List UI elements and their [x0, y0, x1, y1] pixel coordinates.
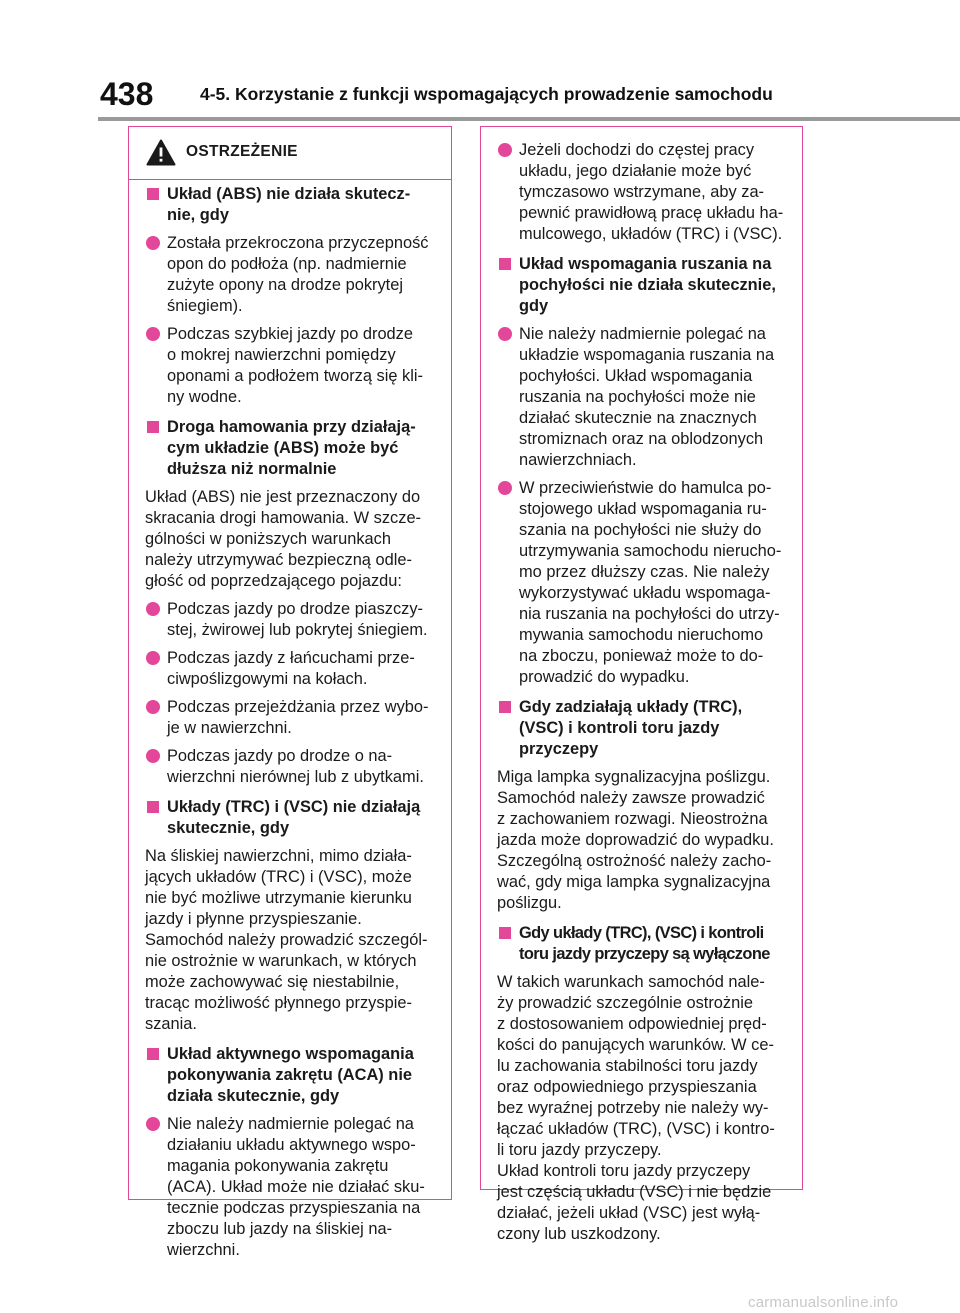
warning-triangle-icon	[146, 139, 176, 166]
text-line: dłuższa niż normalnie	[167, 460, 337, 478]
bullet-item	[145, 648, 441, 690]
text-line: na zboczu, ponieważ może to do-	[519, 647, 764, 665]
text-line: stej, żwirowej lub pokrytej śniegiem.	[167, 621, 428, 639]
text-line: należy utrzymywać bezpieczną odle-	[145, 551, 412, 569]
text-line: Układy (TRC) i (VSC) nie działają	[167, 798, 421, 816]
text-line: Nie należy nadmiernie polegać na	[519, 325, 766, 343]
square-bullet-icon	[147, 421, 159, 433]
circle-bullet-icon	[498, 143, 512, 157]
bullet-item	[145, 1114, 441, 1261]
text-line: śniegiem).	[167, 297, 243, 315]
text-line: Podczas szybkiej jazdy po drodze	[167, 325, 413, 343]
text-line: Samochód należy prowadzić szczegól-	[145, 931, 428, 949]
text-line: nia ruszania na pochyłości do utrzy-	[519, 605, 780, 623]
text-line: utrzymywania samochodu nierucho-	[519, 542, 782, 560]
bullet-item	[145, 233, 441, 317]
paragraph	[145, 846, 441, 1035]
text-line: Została przekroczona przyczepność	[167, 234, 429, 252]
bullet-item	[145, 324, 441, 408]
section-heading	[145, 417, 441, 480]
warning-box-continued	[480, 126, 803, 1243]
section-heading	[145, 1044, 441, 1107]
circle-bullet-icon	[146, 700, 160, 714]
text-line: gdy	[519, 297, 549, 315]
warning-header	[129, 127, 451, 180]
text-line: oponami a podłożem tworzą się kli-	[167, 367, 423, 385]
text-line: tecznie podczas przyspieszania na	[167, 1199, 421, 1217]
text-line: Układ wspomagania ruszania na	[519, 255, 772, 273]
text-line: przyczepy	[519, 740, 599, 758]
text-line: Układ kontroli toru jazdy przyczepy	[497, 1162, 751, 1180]
text-line: oraz odpowiedniego przyspieszania	[497, 1078, 757, 1096]
circle-bullet-icon	[146, 327, 160, 341]
bullet-item	[497, 324, 792, 471]
text-line: kości do panujących warunków. W ce-	[497, 1036, 774, 1054]
text-line: działaniu układu aktywnego wspo-	[167, 1136, 416, 1154]
text-line: Układ (ABS) nie jest przeznaczony do	[145, 488, 421, 506]
text-line: (ACA). Układ może nie działać sku-	[167, 1178, 425, 1196]
right-column-content	[497, 127, 792, 1245]
circle-bullet-icon	[498, 481, 512, 495]
square-bullet-icon	[499, 258, 511, 270]
text-line: pokonywania zakrętu (ACA) nie	[167, 1066, 412, 1084]
text-line: wierzchni nierównej lub z ubytkami.	[167, 768, 424, 786]
text-line: jących układów (TRC) i (VSC), może	[145, 868, 412, 886]
text-line: Układ (ABS) nie działa skutecz-	[167, 185, 411, 203]
text-line: łączać układów (TRC), (VSC) i kontro-	[497, 1120, 775, 1138]
text-line: Jeżeli dochodzi do częstej pracy	[519, 141, 755, 159]
text-line: toru jazdy przyczepy są wyłączone	[519, 945, 770, 963]
text-line: zużyte opony na drodze pokrytej	[167, 276, 403, 294]
text-line: skutecznie, gdy	[167, 819, 290, 837]
text-line: mulcowego, układów (TRC) i (VSC).	[519, 225, 783, 243]
text-line: głość od poprzedzającego pojazdu:	[145, 572, 402, 590]
text-line: gólności w poniższych warunkach	[145, 530, 391, 548]
text-line: z dostosowaniem odpowiedniej pręd-	[497, 1015, 767, 1033]
text-line: wać, gdy miga lampka sygnalizacyjna	[497, 873, 771, 891]
text-line: jest częścią układu (VSC) i nie będzie	[497, 1183, 772, 1201]
paragraph	[497, 767, 792, 914]
text-line: jazda może doprowadzić do wypadku.	[497, 831, 774, 849]
text-line: Gdy zadziałają układy (TRC),	[519, 698, 743, 716]
text-line: bez wyraźnej potrzeby nie należy wy-	[497, 1099, 769, 1117]
text-line: ny wodne.	[167, 388, 242, 406]
circle-bullet-icon	[146, 236, 160, 250]
text-line: stromiznach oraz na oblodzonych	[519, 430, 764, 448]
text-line: cym układzie (ABS) może być	[167, 439, 399, 457]
text-line: poślizgu.	[497, 894, 562, 912]
text-line: opon do podłoża (np. nadmiernie	[167, 255, 407, 273]
text-line: magania pokonywania zakrętu	[167, 1157, 389, 1175]
text-line: działa skutecznie, gdy	[167, 1087, 340, 1105]
square-bullet-icon	[499, 927, 511, 939]
circle-bullet-icon	[146, 602, 160, 616]
text-line: o mokrej nawierzchni pomiędzy	[167, 346, 396, 364]
text-line: pochyłości nie działa skutecznie,	[519, 276, 776, 294]
text-line: zboczu lub jazdy na śliskiej na-	[167, 1220, 393, 1238]
text-line: Miga lampka sygnalizacyjna poślizgu.	[497, 768, 771, 786]
text-line: Podczas jazdy z łańcuchami prze-	[167, 649, 415, 667]
circle-bullet-icon	[146, 651, 160, 665]
text-line: Gdy układy (TRC), (VSC) i kontroli	[519, 924, 764, 942]
text-line: Podczas jazdy po drodze piaszczy-	[167, 600, 423, 618]
square-bullet-icon	[147, 1048, 159, 1060]
circle-bullet-icon	[498, 327, 512, 341]
text-line: stojowego układ wspomagania ru-	[519, 500, 767, 518]
bullet-item	[497, 140, 792, 245]
text-line: czony lub uszkodzony.	[497, 1225, 661, 1243]
square-bullet-icon	[499, 701, 511, 713]
text-line: układzie wspomagania ruszania na	[519, 346, 775, 364]
text-line: Droga hamowania przy działają-	[167, 418, 416, 436]
text-line: pewnić prawidłową pracę układu ha-	[519, 204, 784, 222]
text-line: W takich warunkach samochód nale-	[497, 973, 765, 991]
text-line: je w nawierzchni.	[167, 719, 292, 737]
warning-title: OSTRZEŻENIE	[186, 143, 298, 160]
left-column-content	[145, 180, 441, 1261]
text-line: pochyłości. Układ wspomagania	[519, 367, 753, 385]
watermark: carmanualsonline.info	[748, 1294, 899, 1311]
text-line: skracania drogi hamowania. W szcze-	[145, 509, 422, 527]
section-heading	[145, 797, 441, 839]
text-line: Na śliskiej nawierzchni, mimo działa-	[145, 847, 412, 865]
text-line: nie być możliwe utrzymanie kierunku	[145, 889, 412, 907]
text-line: tracąc możliwość płynnego przyspie-	[145, 994, 412, 1012]
section-heading	[497, 254, 792, 317]
section-heading	[497, 697, 792, 760]
paragraph	[497, 972, 792, 1245]
text-line: nie ostrożnie w warunkach, w których	[145, 952, 417, 970]
text-line: układu, jego działanie może być	[519, 162, 752, 180]
text-line: Podczas przejeżdżania przez wybo-	[167, 698, 429, 716]
text-line: mo przez dłuższy czas. Nie należy	[519, 563, 770, 581]
text-line: szania na pochyłości nie służy do	[519, 521, 762, 539]
text-line: Szczególną ostrożność należy zacho-	[497, 852, 772, 870]
square-bullet-icon	[147, 801, 159, 813]
paragraph	[145, 487, 441, 592]
page-number: 438	[100, 76, 154, 112]
text-line: Nie należy nadmiernie polegać na	[167, 1115, 414, 1133]
page-header	[0, 0, 960, 120]
header-divider	[98, 117, 960, 121]
text-line: li toru jazdy przyczepy.	[497, 1141, 662, 1159]
text-line: Podczas jazdy po drodze o na-	[167, 747, 393, 765]
text-line: ruszania na pochyłości może nie	[519, 388, 756, 406]
bullet-item	[145, 697, 441, 739]
section-heading	[145, 184, 441, 226]
warning-box	[128, 126, 452, 1259]
text-line: W przeciwieństwie do hamulca po-	[519, 479, 772, 497]
bullet-item	[145, 599, 441, 641]
text-line: wierzchni.	[167, 1241, 240, 1259]
circle-bullet-icon	[146, 1117, 160, 1131]
text-line: jazdy i płynne przyspieszanie.	[145, 910, 362, 928]
text-line: prowadzić do wypadku.	[519, 668, 690, 686]
text-line: tymczasowo wstrzymane, aby za-	[519, 183, 765, 201]
text-line: z zachowaniem rozwagi. Nieostrożna	[497, 810, 768, 828]
text-line: może zachowywać się niestabilnie,	[145, 973, 400, 991]
section-heading	[497, 923, 792, 965]
text-line: (VSC) i kontroli toru jazdy	[519, 719, 720, 737]
text-line: mywania samochodu nieruchomo	[519, 626, 764, 644]
text-line: działać skutecznie na znacznych	[519, 409, 757, 427]
text-line: ży prowadzić szczególnie ostrożnie	[497, 994, 753, 1012]
square-bullet-icon	[147, 188, 159, 200]
text-line: działać, jeżeli układ (VSC) jest wyłą-	[497, 1204, 761, 1222]
section-title: 4-5. Korzystanie z funkcji wspomagających prowadzenie samochodu	[200, 84, 773, 104]
bullet-item	[145, 746, 441, 788]
text-line: nawierzchniach.	[519, 451, 637, 469]
text-line: Samochód należy zawsze prowadzić	[497, 789, 765, 807]
bullet-item	[497, 478, 792, 688]
text-line: szania.	[145, 1015, 197, 1033]
text-line: Układ aktywnego wspomagania	[167, 1045, 414, 1063]
text-line: lu zachowania stabilności toru jazdy	[497, 1057, 758, 1075]
text-line: ciwpoślizgowymi na kołach.	[167, 670, 368, 688]
circle-bullet-icon	[146, 749, 160, 763]
text-line: nie, gdy	[167, 206, 229, 224]
text-line: wykorzystywać układu wspomaga-	[519, 584, 771, 602]
